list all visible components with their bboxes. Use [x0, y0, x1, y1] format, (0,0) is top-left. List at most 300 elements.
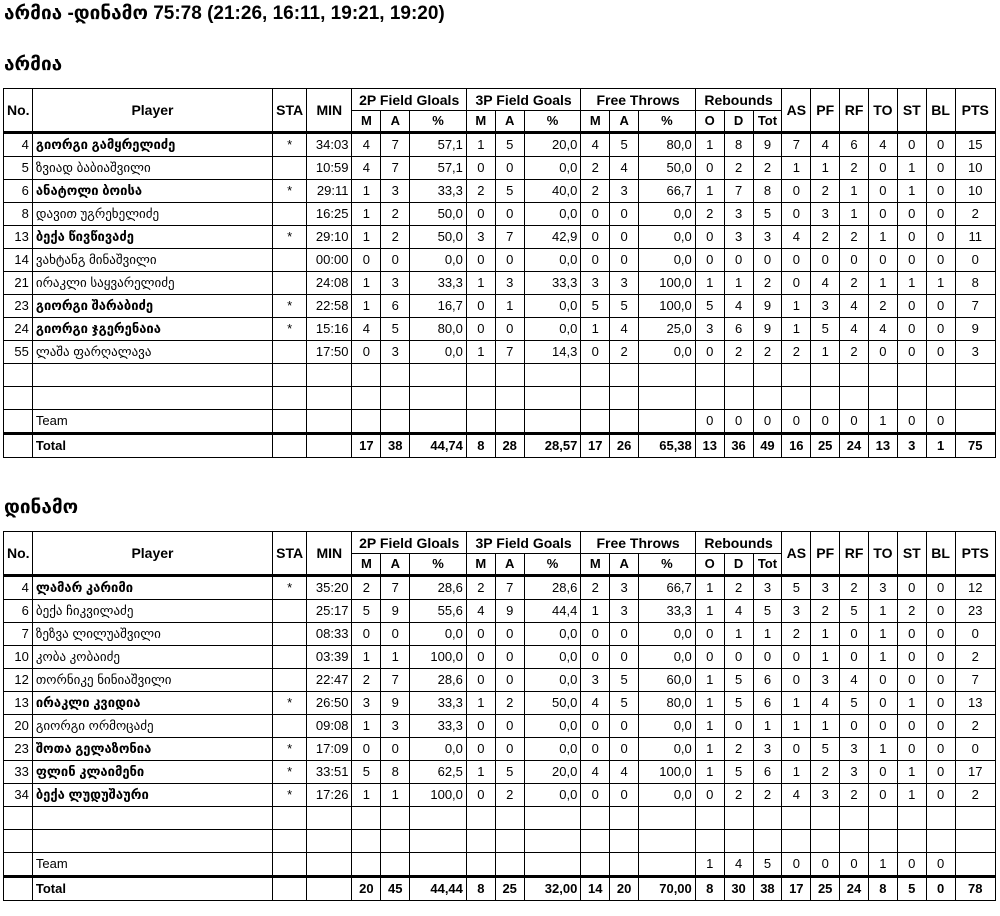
stat-p3m: 3: [466, 226, 495, 249]
player-row: [4, 576, 996, 600]
header-bl: BL: [926, 89, 955, 133]
stat-to: 1: [868, 623, 897, 646]
player-name: ბექა ჩიკვილაძე: [32, 600, 272, 623]
subheader-m: M: [352, 554, 381, 576]
stat-as: 2: [782, 623, 811, 646]
stat-p3p: 40,0: [524, 180, 581, 203]
player-minutes: 00:00: [307, 249, 352, 272]
empty-cell: [273, 830, 307, 853]
empty-cell: [753, 387, 782, 410]
stat-p2p: 57,1: [410, 157, 467, 180]
stat-o: 1: [695, 715, 724, 738]
stat-o: 0: [695, 341, 724, 364]
stat-tot: 2: [753, 784, 782, 807]
total-stat-bl: 1: [926, 434, 955, 458]
empty-cell: [307, 830, 352, 853]
empty-cell: [381, 387, 410, 410]
subheader-a: A: [495, 111, 524, 133]
stat-fta: 5: [610, 133, 639, 157]
stat-tot: 6: [753, 669, 782, 692]
empty-cell: [840, 387, 869, 410]
stat-p3p: 0,0: [524, 646, 581, 669]
player-number: 4: [4, 133, 33, 157]
stat-tot: 9: [753, 295, 782, 318]
stat-pf: 3: [811, 669, 840, 692]
stat-p2a: 0: [381, 623, 410, 646]
stat-p2p: 0,0: [410, 623, 467, 646]
stat-bl: 0: [926, 761, 955, 784]
empty-cell: [32, 387, 272, 410]
empty-cell: [695, 830, 724, 853]
empty-cell: [753, 364, 782, 387]
player-number: 12: [4, 669, 33, 692]
header-st: ST: [897, 89, 926, 133]
empty-cell: [753, 830, 782, 853]
player-number: 33: [4, 761, 33, 784]
empty-cell: [724, 387, 753, 410]
empty-cell: [381, 364, 410, 387]
stat-p2m: 1: [352, 226, 381, 249]
empty-cell: [610, 807, 639, 830]
stat-pts: 3: [955, 341, 995, 364]
player-starter: [273, 203, 307, 226]
subheader-pct: %: [524, 111, 581, 133]
stat-tot: 2: [753, 157, 782, 180]
empty-cell: [581, 364, 610, 387]
stat-ftp: 0,0: [639, 203, 696, 226]
stat-p2p: 0,0: [410, 738, 467, 761]
stat-fta: 0: [610, 203, 639, 226]
player-name: გიორგი ჯგერენაია: [32, 318, 272, 341]
total-stat-fta: 20: [610, 877, 639, 901]
stat-as: 0: [782, 272, 811, 295]
empty-cell: [524, 410, 581, 434]
header-row: [4, 532, 996, 554]
stat-p2m: 2: [352, 669, 381, 692]
total-stat-pts: 75: [955, 434, 995, 458]
stat-d: 3: [724, 203, 753, 226]
stat-p3a: 5: [495, 180, 524, 203]
empty-cell: [639, 830, 696, 853]
empty-cell: [273, 807, 307, 830]
player-row: [4, 318, 996, 341]
stat-pf: 1: [811, 623, 840, 646]
total-stat-p3a: 25: [495, 877, 524, 901]
empty-cell: [868, 387, 897, 410]
player-name: გიორგი გამყრელიძე: [32, 133, 272, 157]
stat-p3a: 0: [495, 318, 524, 341]
empty-cell: [868, 364, 897, 387]
stat-pf: 3: [811, 576, 840, 600]
empty-cell: [639, 807, 696, 830]
player-name: ბექა წივწივაძე: [32, 226, 272, 249]
empty-cell: [524, 387, 581, 410]
player-minutes: 08:33: [307, 623, 352, 646]
stat-st: 0: [897, 669, 926, 692]
player-starter: *: [273, 692, 307, 715]
stat-tot: 9: [753, 133, 782, 157]
header-no: No.: [4, 89, 33, 133]
player-name: ლამარ კარიმი: [32, 576, 272, 600]
player-number: 13: [4, 226, 33, 249]
total-stat-p2p: 44,44: [410, 877, 467, 901]
stat-fta: 3: [610, 272, 639, 295]
stat-st: 1: [897, 157, 926, 180]
stat-st: 0: [897, 249, 926, 272]
stat-pts: 2: [955, 784, 995, 807]
empty-cell: [581, 387, 610, 410]
stat-ftp: 80,0: [639, 133, 696, 157]
stat-o: 0: [695, 646, 724, 669]
empty-cell: [724, 830, 753, 853]
stat-p3p: 0,0: [524, 157, 581, 180]
stat-st: 0: [897, 295, 926, 318]
player-row: [4, 203, 996, 226]
player-starter: [273, 272, 307, 295]
header-pts: PTS: [955, 532, 995, 576]
stat-p2p: 28,6: [410, 576, 467, 600]
empty-cell: [410, 830, 467, 853]
header-free-throws: Free Throws: [581, 89, 695, 111]
stat-p3a: 7: [495, 576, 524, 600]
stat-p3m: 0: [466, 646, 495, 669]
stat-rf: 4: [840, 295, 869, 318]
stat-as: 0: [782, 738, 811, 761]
player-name: კობა კობაიძე: [32, 646, 272, 669]
stat-rf: 3: [840, 738, 869, 761]
stat-ftp: 100,0: [639, 272, 696, 295]
empty-cell: [782, 387, 811, 410]
stat-ftm: 0: [581, 738, 610, 761]
empty-cell: [4, 853, 33, 877]
stat-fta: 5: [610, 669, 639, 692]
player-name: ანატოლი ბოისა: [32, 180, 272, 203]
player-number: 6: [4, 180, 33, 203]
stat-rf: 2: [840, 226, 869, 249]
stat-p2p: 80,0: [410, 318, 467, 341]
stat-p3m: 1: [466, 272, 495, 295]
stat-p3p: 50,0: [524, 692, 581, 715]
subheader-d: D: [724, 554, 753, 576]
stat-ftm: 2: [581, 180, 610, 203]
total-stat-d: 36: [724, 434, 753, 458]
stat-p2a: 2: [381, 226, 410, 249]
stat-ftp: 50,0: [639, 157, 696, 180]
stat-ftm: 4: [581, 692, 610, 715]
empty-cell: [782, 830, 811, 853]
stat-p3p: 0,0: [524, 623, 581, 646]
total-stat-tot: 38: [753, 877, 782, 901]
empty-cell: [273, 387, 307, 410]
empty-cell: [610, 387, 639, 410]
stat-o: 3: [695, 318, 724, 341]
stat-pts: 2: [955, 646, 995, 669]
empty-cell: [524, 853, 581, 877]
stat-tot: 3: [753, 226, 782, 249]
player-number: 55: [4, 341, 33, 364]
player-minutes: 24:08: [307, 272, 352, 295]
empty-cell: [466, 364, 495, 387]
player-number: 23: [4, 738, 33, 761]
stat-p3p: 0,0: [524, 318, 581, 341]
stat-ftp: 0,0: [639, 646, 696, 669]
stat-fta: 5: [610, 692, 639, 715]
empty-cell: [811, 807, 840, 830]
stat-p3a: 3: [495, 272, 524, 295]
total-stat-p2m: 17: [352, 434, 381, 458]
empty-cell: [307, 410, 352, 434]
player-minutes: 35:20: [307, 576, 352, 600]
stat-p3a: 0: [495, 646, 524, 669]
stat-p2a: 1: [381, 784, 410, 807]
stat-pts: 0: [955, 249, 995, 272]
empty-cell: [307, 434, 352, 458]
stat-d: 4: [724, 600, 753, 623]
stat-as: 0: [782, 646, 811, 669]
stat-o: 1: [695, 180, 724, 203]
empty-cell: [352, 853, 381, 877]
stat-pf: 0: [811, 249, 840, 272]
empty-cell: [581, 853, 610, 877]
stat-p2p: 33,3: [410, 692, 467, 715]
total-stat-as: 17: [782, 877, 811, 901]
stat-p3p: 20,0: [524, 133, 581, 157]
stat-pf: 2: [811, 600, 840, 623]
header-rebounds: Rebounds: [695, 89, 782, 111]
stat-to: 0: [868, 157, 897, 180]
stat-rf: 5: [840, 600, 869, 623]
empty-cell: [381, 853, 410, 877]
player-minutes: 29:11: [307, 180, 352, 203]
stat-as: 1: [782, 295, 811, 318]
stat-tot: 2: [753, 341, 782, 364]
stat-p3m: 2: [466, 576, 495, 600]
empty-cell: [32, 830, 272, 853]
player-minutes: 15:16: [307, 318, 352, 341]
stat-p2m: 0: [352, 623, 381, 646]
empty-cell: [466, 830, 495, 853]
team-name-away: დინამო: [4, 497, 79, 518]
stat-ftp: 33,3: [639, 600, 696, 623]
stat-ftp: 0,0: [639, 249, 696, 272]
empty-cell: [639, 364, 696, 387]
stat-bl: 0: [926, 226, 955, 249]
player-minutes: 17:26: [307, 784, 352, 807]
stat-as: 1: [782, 761, 811, 784]
stat-p3p: 14,3: [524, 341, 581, 364]
subheader-m: M: [466, 111, 495, 133]
stat-pf: 4: [811, 692, 840, 715]
stat-p2a: 0: [381, 249, 410, 272]
stat-d: 2: [724, 157, 753, 180]
player-row: [4, 272, 996, 295]
stat-ftp: 80,0: [639, 692, 696, 715]
total-stat-ftp: 70,00: [639, 877, 696, 901]
stat-rf: 2: [840, 272, 869, 295]
stat-st: 0: [897, 341, 926, 364]
team-stat-pf: 0: [811, 853, 840, 877]
stat-p2m: 1: [352, 646, 381, 669]
stat-fta: 0: [610, 738, 639, 761]
empty-cell: [466, 410, 495, 434]
empty-cell: [868, 830, 897, 853]
stat-p2m: 2: [352, 576, 381, 600]
player-minutes: 09:08: [307, 715, 352, 738]
empty-cell: [695, 387, 724, 410]
stat-pf: 2: [811, 761, 840, 784]
stat-bl: 0: [926, 203, 955, 226]
player-row: [4, 784, 996, 807]
total-stat-bl: 0: [926, 877, 955, 901]
stat-as: 0: [782, 203, 811, 226]
stat-pts: 7: [955, 295, 995, 318]
stat-rf: 0: [840, 623, 869, 646]
stat-tot: 3: [753, 576, 782, 600]
stat-st: 0: [897, 133, 926, 157]
stat-bl: 1: [926, 272, 955, 295]
stat-pts: 13: [955, 692, 995, 715]
stat-st: 0: [897, 203, 926, 226]
stat-fta: 3: [610, 600, 639, 623]
player-minutes: 17:50: [307, 341, 352, 364]
stat-tot: 5: [753, 600, 782, 623]
stat-st: 0: [897, 715, 926, 738]
player-minutes: 25:17: [307, 600, 352, 623]
stat-to: 0: [868, 180, 897, 203]
total-stat-st: 3: [897, 434, 926, 458]
stat-as: 5: [782, 576, 811, 600]
stat-fta: 4: [610, 157, 639, 180]
player-starter: [273, 646, 307, 669]
stat-p2m: 0: [352, 738, 381, 761]
stat-p3m: 4: [466, 600, 495, 623]
empty-cell: [466, 387, 495, 410]
stat-d: 4: [724, 295, 753, 318]
stat-pf: 2: [811, 226, 840, 249]
stat-tot: 9: [753, 318, 782, 341]
empty-cell: [4, 364, 33, 387]
stat-p3a: 0: [495, 738, 524, 761]
stat-bl: 0: [926, 295, 955, 318]
stat-pf: 4: [811, 133, 840, 157]
team-stat-tot: 5: [753, 853, 782, 877]
empty-cell: [524, 830, 581, 853]
stat-p3m: 0: [466, 784, 495, 807]
player-name: ფლინ კლაიმენი: [32, 761, 272, 784]
empty-cell: [495, 830, 524, 853]
empty-cell: [381, 410, 410, 434]
empty-cell: [840, 364, 869, 387]
player-number: 23: [4, 295, 33, 318]
stat-rf: 1: [840, 180, 869, 203]
total-stat-pf: 25: [811, 434, 840, 458]
stat-pts: 7: [955, 669, 995, 692]
stat-st: 0: [897, 576, 926, 600]
empty-cell: [307, 853, 352, 877]
stat-ftp: 0,0: [639, 715, 696, 738]
player-number: 21: [4, 272, 33, 295]
subheader-a: A: [381, 111, 410, 133]
total-stat-rf: 24: [840, 434, 869, 458]
empty-cell: [926, 387, 955, 410]
stat-p2m: 1: [352, 715, 381, 738]
stat-p2p: 55,6: [410, 600, 467, 623]
stat-pts: 0: [955, 738, 995, 761]
empty-cell: [811, 830, 840, 853]
empty-cell: [352, 410, 381, 434]
subheader-a: A: [381, 554, 410, 576]
empty-cell: [495, 410, 524, 434]
player-name: ირაკლი საყვარელიძე: [32, 272, 272, 295]
empty-cell: [4, 830, 33, 853]
stat-pf: 3: [811, 784, 840, 807]
header-rf: RF: [840, 89, 869, 133]
stat-p3a: 0: [495, 203, 524, 226]
subheader-pct: %: [410, 111, 467, 133]
stat-p2m: 5: [352, 761, 381, 784]
stat-ftm: 1: [581, 600, 610, 623]
header-3p-field-goals: 3P Field Goals: [466, 532, 580, 554]
stat-rf: 2: [840, 157, 869, 180]
player-starter: *: [273, 318, 307, 341]
stat-d: 8: [724, 133, 753, 157]
stat-to: 0: [868, 341, 897, 364]
stat-p3a: 2: [495, 784, 524, 807]
header-2p-field-goals: 2P Field Gloals: [352, 532, 466, 554]
subheader-o: O: [695, 554, 724, 576]
total-stat-p2a: 38: [381, 434, 410, 458]
stat-p2p: 33,3: [410, 272, 467, 295]
stat-ftp: 66,7: [639, 576, 696, 600]
empty-cell: [495, 807, 524, 830]
stat-to: 0: [868, 203, 897, 226]
stat-p2m: 1: [352, 203, 381, 226]
empty-cell: [352, 364, 381, 387]
stat-tot: 1: [753, 623, 782, 646]
empty-cell: [753, 807, 782, 830]
stat-st: 0: [897, 646, 926, 669]
player-number: 24: [4, 318, 33, 341]
empty-cell: [4, 410, 33, 434]
stat-ftp: 0,0: [639, 226, 696, 249]
empty-cell: [273, 877, 307, 901]
stat-p3p: 42,9: [524, 226, 581, 249]
header-as: AS: [782, 89, 811, 133]
stat-p3m: 0: [466, 295, 495, 318]
stat-st: 1: [897, 784, 926, 807]
stat-as: 1: [782, 692, 811, 715]
stat-d: 0: [724, 249, 753, 272]
empty-cell: [307, 877, 352, 901]
empty-cell: [381, 807, 410, 830]
stat-p3m: 1: [466, 341, 495, 364]
stat-rf: 3: [840, 761, 869, 784]
player-row: [4, 249, 996, 272]
stat-pts: 9: [955, 318, 995, 341]
stat-p3a: 7: [495, 341, 524, 364]
stat-p3m: 0: [466, 249, 495, 272]
empty-cell: [307, 364, 352, 387]
stat-p3m: 1: [466, 761, 495, 784]
player-name: დავით უგრეხელიძე: [32, 203, 272, 226]
subheader-a: A: [610, 554, 639, 576]
stat-st: 0: [897, 318, 926, 341]
total-stat-p3p: 28,57: [524, 434, 581, 458]
stat-as: 2: [782, 341, 811, 364]
stat-ftm: 0: [581, 203, 610, 226]
empty-cell: [926, 807, 955, 830]
team-stat-o: 1: [695, 853, 724, 877]
